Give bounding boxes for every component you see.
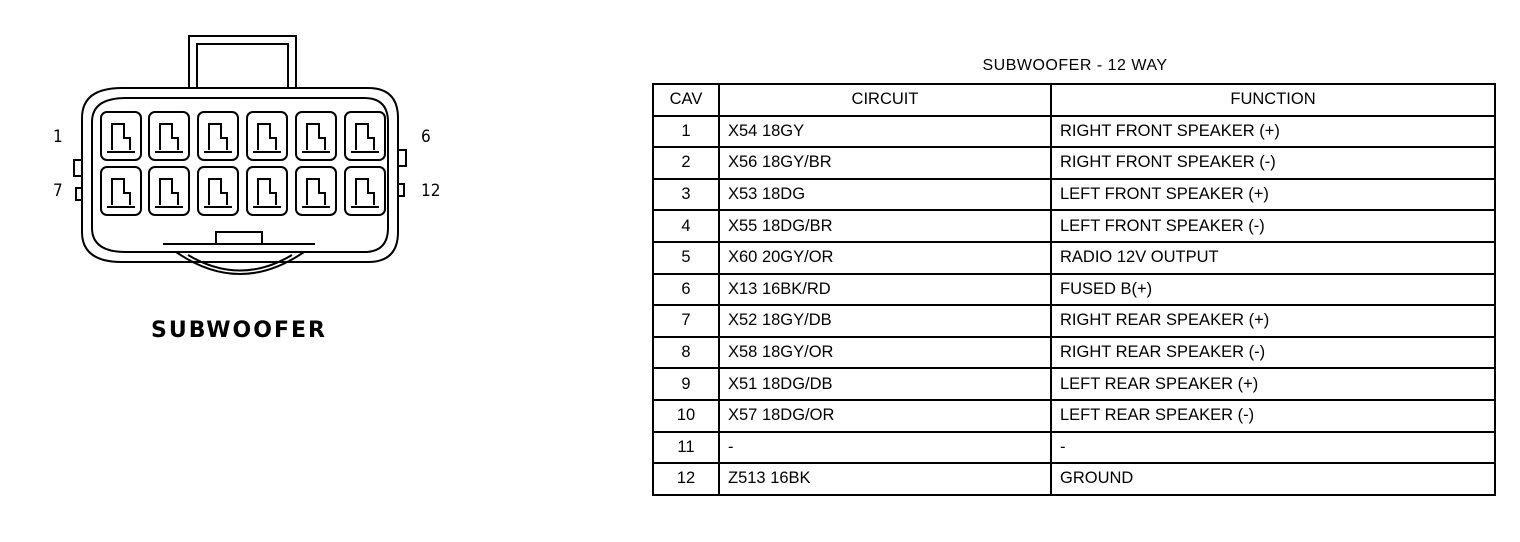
- cell-cav: 6: [653, 274, 719, 306]
- table-row: [653, 463, 1495, 495]
- cavity-11: [296, 167, 336, 215]
- cell-cav: 8: [653, 337, 719, 369]
- table-row: [653, 147, 1495, 179]
- connector-face-diagram: [40, 30, 460, 290]
- table-row: [653, 432, 1495, 464]
- pin-label-top-left: 1: [53, 127, 63, 147]
- cavity-9: [198, 167, 238, 215]
- table-header-row: [653, 84, 1495, 116]
- cell-cav: 12: [653, 463, 719, 495]
- cell-cav: 11: [653, 432, 719, 464]
- cell-function: LEFT FRONT SPEAKER (+): [1051, 179, 1495, 211]
- cell-circuit: X53 18DG: [719, 179, 1051, 211]
- cell-circuit: X58 18GY/OR: [719, 337, 1051, 369]
- table-row: [653, 179, 1495, 211]
- cell-function: LEFT REAR SPEAKER (-): [1051, 400, 1495, 432]
- cell-function: RIGHT FRONT SPEAKER (-): [1051, 147, 1495, 179]
- cavity-10: [247, 167, 287, 215]
- pin-label-bottom-left: 7: [53, 181, 63, 201]
- cell-circuit: X57 18DG/OR: [719, 400, 1051, 432]
- cell-circuit: X56 18GY/BR: [719, 147, 1051, 179]
- cavity-4: [247, 112, 287, 160]
- cell-cav: 2: [653, 147, 719, 179]
- table-row: [653, 337, 1495, 369]
- pinout-table: [652, 83, 1496, 496]
- cell-function: FUSED B(+): [1051, 274, 1495, 306]
- cavity-8: [149, 167, 189, 215]
- connector-cavities: [101, 112, 385, 215]
- cell-circuit: X55 18DG/BR: [719, 210, 1051, 242]
- cell-function: RIGHT REAR SPEAKER (-): [1051, 337, 1495, 369]
- cavity-12: [345, 167, 385, 215]
- table-row: [653, 210, 1495, 242]
- cell-cav: 1: [653, 116, 719, 148]
- connector-name: SUBWOOFER: [151, 318, 327, 343]
- cavity-6: [345, 112, 385, 160]
- table-row: [653, 274, 1495, 306]
- cell-cav: 3: [653, 179, 719, 211]
- table-row: [653, 400, 1495, 432]
- cell-cav: 10: [653, 400, 719, 432]
- pin-label-top-right: 6: [421, 127, 431, 147]
- cell-cav: 5: [653, 242, 719, 274]
- cavity-1: [101, 112, 141, 160]
- header-circuit: CIRCUIT: [719, 84, 1051, 116]
- cell-function: LEFT REAR SPEAKER (+): [1051, 368, 1495, 400]
- cell-circuit: X54 18GY: [719, 116, 1051, 148]
- cell-circuit: X60 20GY/OR: [719, 242, 1051, 274]
- cell-cav: 9: [653, 368, 719, 400]
- table-row: [653, 116, 1495, 148]
- cell-function: -: [1051, 432, 1495, 464]
- table-row: [653, 368, 1495, 400]
- table-title: SUBWOOFER - 12 WAY: [982, 57, 1168, 74]
- cell-function: RIGHT REAR SPEAKER (+): [1051, 305, 1495, 337]
- cavity-7: [101, 167, 141, 215]
- cell-circuit: Z513 16BK: [719, 463, 1051, 495]
- cell-function: GROUND: [1051, 463, 1495, 495]
- cell-circuit: X13 16BK/RD: [719, 274, 1051, 306]
- connector-housing: [82, 88, 398, 262]
- cell-function: RADIO 12V OUTPUT: [1051, 242, 1495, 274]
- cell-cav: 7: [653, 305, 719, 337]
- cavity-3: [198, 112, 238, 160]
- table-row: [653, 242, 1495, 274]
- cell-function: LEFT FRONT SPEAKER (-): [1051, 210, 1495, 242]
- pin-label-bottom-right: 12: [421, 181, 441, 201]
- cell-circuit: X51 18DG/DB: [719, 368, 1051, 400]
- cell-circuit: X52 18GY/DB: [719, 305, 1051, 337]
- table-row: [653, 305, 1495, 337]
- cell-cav: 4: [653, 210, 719, 242]
- cavity-2: [149, 112, 189, 160]
- cell-function: RIGHT FRONT SPEAKER (+): [1051, 116, 1495, 148]
- header-function: FUNCTION: [1051, 84, 1495, 116]
- cavity-5: [296, 112, 336, 160]
- header-cav: CAV: [653, 84, 719, 116]
- cell-circuit: -: [719, 432, 1051, 464]
